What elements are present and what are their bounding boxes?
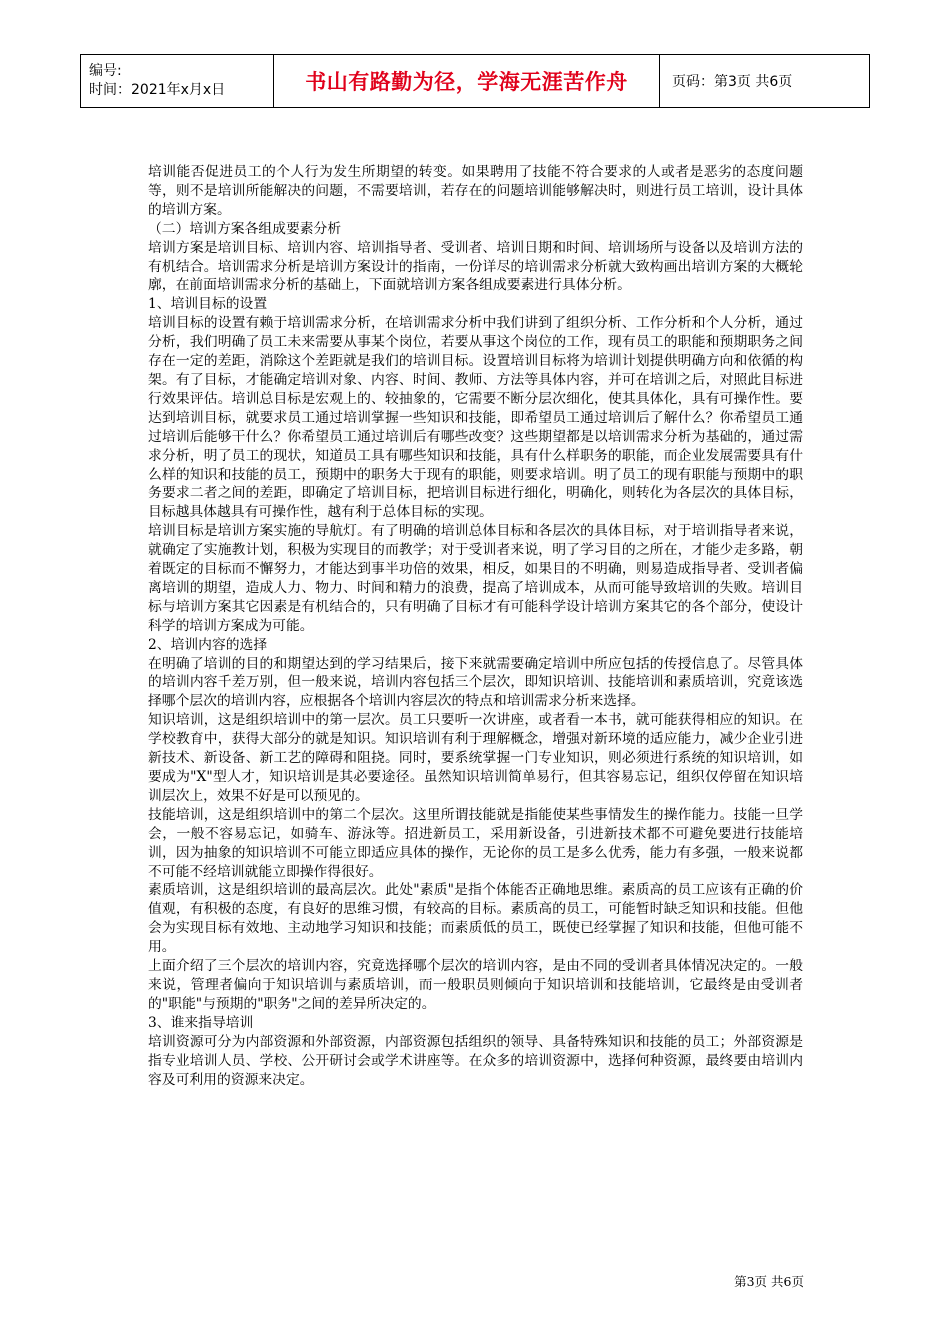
header-meta — [81, 55, 274, 107]
header-motto: 书山有路勤为径，学海无涯苦作舟 — [305, 70, 628, 94]
number-label: 编号: — [89, 63, 122, 79]
header-page-cell — [660, 55, 869, 107]
paragraph: 知识培训，这是组织培训中的第一层次。员工只要听一次讲座，或者看一本书，就可能获得相应的知识。在学校教育中，获得大部分的就是知识。知识培训有利于理解概念，增强对新环境的适应能力，减少企业引进新技术、新设备、新工艺的障碍和阻挠。同时，要系统掌握一门专业知识，则必须进行系统的知识培训，如要成为"X"型人才，知识培训是其必要途径。虽然知识培训简单易行，但其容易忘记，组织仅停留在知识培训层次上，效果不好是可以预见的。 — [148, 712, 803, 804]
section-heading: （二）培训方案各组成要素分析 — [148, 220, 342, 237]
document-body — [148, 163, 803, 1089]
paragraph: 培训方案是培训目标、培训内容、培训指导者、受训者、培训日期和时间、培训场所与设备以及培训方法的有机结合。培训需求分析是培训方案设计的指南，一份详尽的培训需求分析就大致构画出培训方案的大概轮廓，在前面培训需求分析的基础上，下面就培训方案各组成要素进行具体分析。 — [148, 239, 803, 294]
section-heading: 2、培训内容的选择 — [148, 636, 268, 653]
page-header — [80, 54, 870, 108]
section-heading: 1、培训目标的设置 — [148, 296, 268, 313]
paragraph: 培训目标是培训方案实施的导航灯。有了明确的培训总体目标和各层次的具体目标，对于培训指导者来说，就确定了实施教计划，积极为实现目的而教学；对于受训者来说，明了学习目的之所在，才能少走多路，朝着既定的目标而不懈努力，才能达到事半功倍的效果，相反，如果目的不明确，则易造成指导者、受训者偏离培训的期望，造成人力、物力、时间和精力的浪费，提高了培训成本，从而可能导致培训的失败。培训目标与培训方案其它因素是有机结合的，只有明确了目标才有可能科学设计培训方案其它的各个部分，使设计科学的培训方案成为可能。 — [148, 523, 803, 634]
paragraph: 技能培训，这是组织培训中的第二个层次。这里所谓技能就是指能使某些事情发生的操作能力。技能一旦学会，一般不容易忘记，如骑车、游泳等。招进新员工，采用新设备，引进新技术都不可避免要进行技能培训，因为抽象的知识培训不可能立即适应具体的操作，无论你的员工是多么优秀，能力有多强，一般来说都不可能不经培训就能立即操作得很好。 — [148, 806, 803, 880]
date-label: 时间：2021年x月x日 — [89, 82, 226, 98]
paragraph: 素质培训，这是组织培训的最高层次。此处"素质"是指个体能否正确地思维。素质高的员工应该有正确的价值观，有积极的态度，有良好的思维习惯，有较高的目标。素质高的员工，可能暂时缺乏知识和技能。但他会为实现目标有效地、主动地学习知识和技能；而素质低的员工，既使已经掌握了知识和技能，但他可能不用。 — [148, 882, 803, 956]
page-footer: 第3页 共6页 — [734, 1274, 804, 1289]
paragraph: 培训目标的设置有赖于培训需求分析，在培训需求分析中我们讲到了组织分析、工作分析和个人分析，通过分析，我们明确了员工未来需要从事某个岗位，若要从事这个岗位的工作，现有员工的职能和预期职务之间存在一定的差距，消除这个差距就是我们的培训目标。设置培训目标将为培训计划提供明确方向和依循的构架。有了目标，才能确定培训对象、内容、时间、教师、方法等具体内容，并可在培训之后，对照此目标进行效果评估。培训总目标是宏观上的、较抽象的，它需要不断分层次细化，使其具体化，具有可操作性。要达到培训目标，就要求员工通过培训掌握一些知识和技能，即希望员工通过培训后了解什么？你希望员工通过培训后能够干什么？你希望员工通过培训后有哪些改变？这些期望都是以培训需求分析为基础的，通过需求分析，明了员工的现状，知道员工具有哪些知识和技能，具有什么样职务的职能，而企业发展需要具有什么样的知识和技能的员工，预期中的职务大于现有的职能，则要求培训。明了员工的现有职能与预期中的职务要求二者之间的差距，即确定了培训目标，把培训目标进行细化，明确化，则转化为各层次的具体目标，目标越具体越具有可操作性，越有利于总体目标的实现。 — [148, 315, 803, 521]
header-motto-cell — [274, 55, 660, 107]
paragraph: 培训能否促进员工的个人行为发生所期望的转变。如果聘用了技能不符合要求的人或者是恶劣的态度问题等，则不是培训所能解决的问题，不需要培训，若存在的问题培训能够解决时，则进行员工培训，设计具体的培训方案。 — [148, 164, 803, 218]
paragraph: 培训资源可分为内部资源和外部资源，内部资源包括组织的领导、具备特殊知识和技能的员工；外部资源是指专业培训人员、学校、公开研讨会或学术讲座等。在众多的培训资源中，选择何种资源，最终要由培训内容及可利用的资源来决定。 — [148, 1033, 803, 1088]
header-page-label: 页码：第3页 共6页 — [672, 74, 793, 90]
paragraph: 上面介绍了三个层次的培训内容，究竟选择哪个层次的培训内容，是由不同的受训者具体情况决定的。一般来说，管理者偏向于知识培训与素质培训，而一般职员则倾向于知识培训和技能培训，它最终是由受训者的"职能"与预期的"职务"之间的差异所决定的。 — [148, 958, 803, 1012]
paragraph: 在明确了培训的目的和期望达到的学习结果后，接下来就需要确定培训中所应包括的传授信息了。尽管具体的培训内容千差万别，但一般来说，培训内容包括三个层次，即知识培训、技能培训和素质培训，究竟该选择哪个层次的培训内容，应根据各个培训内容层次的特点和培训需求分析来选择。 — [148, 655, 803, 710]
section-heading: 3、谁来指导培训 — [148, 1014, 254, 1031]
